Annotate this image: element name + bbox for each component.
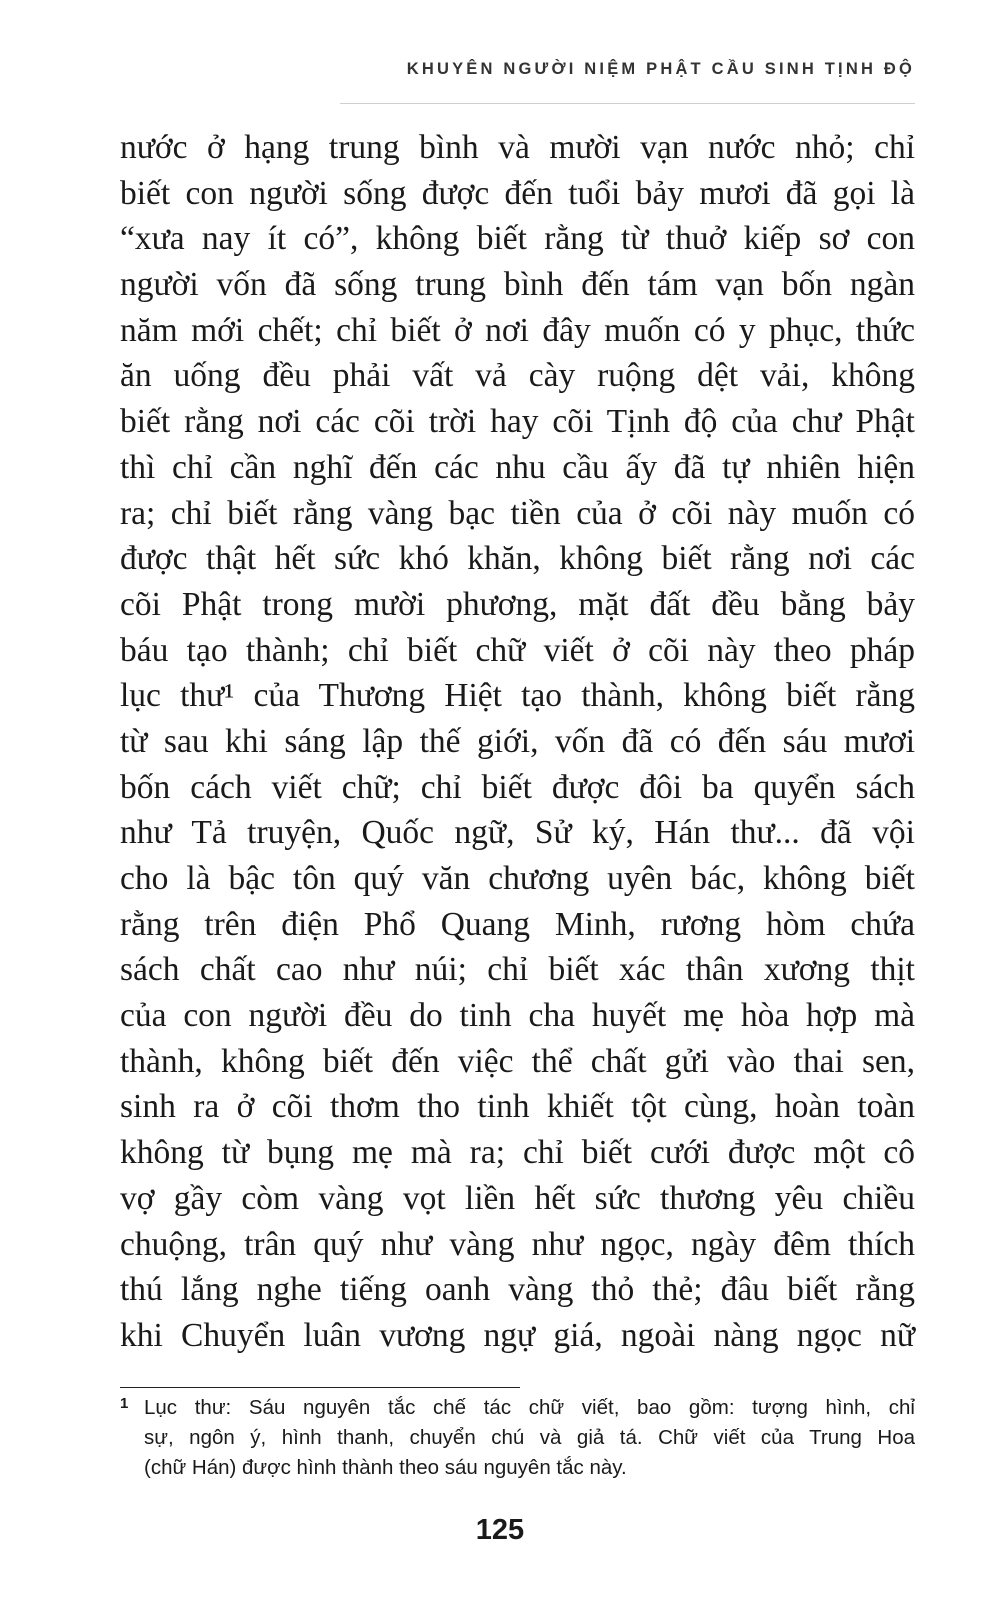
header-divider (340, 103, 915, 104)
text-line: thú lắng nghe tiếng oanh vàng thỏ thẻ; đâu biết rằng (120, 1271, 915, 1309)
text-line: biết rằng nơi các cõi trời hay cõi Tịnh độ của chư Phật (120, 403, 915, 441)
text-line: ăn uống đều phải vất vả cày ruộng dệt vải, không (120, 357, 915, 395)
text-line: của con người đều do tinh cha huyết mẹ hòa hợp mà (120, 997, 915, 1035)
text-line: lục thư¹ của Thương Hiệt tạo thành, không biết rằng (120, 677, 915, 715)
text-line: thì chỉ cần nghĩ đến các nhu cầu ấy đã tự nhiên hiện (120, 448, 915, 486)
text-line: nước ở hạng trung bình và mười vạn nước nhỏ; chỉ (120, 129, 915, 166)
text-line: báu tạo thành; chỉ biết chữ viết ở cõi này theo pháp (120, 631, 915, 669)
text-line: biết con người sống được đến tuổi bảy mươi đã gọi là (120, 174, 915, 212)
running-header: KHUYÊN NGƯỜI NIỆM PHẬT CẦU SINH TỊNH ĐỘ (406, 60, 915, 78)
text-line: sinh ra ở cõi thơm tho tinh khiết tột cùng, hoàn toàn (120, 1088, 915, 1126)
text-line: “xưa nay ít có”, không biết rằng từ thuở kiếp sơ con (120, 220, 915, 258)
footnote-marker: 1 (120, 1395, 129, 1412)
footnote-divider (120, 1387, 520, 1388)
text-line: từ sau khi sáng lập thế giới, vốn đã có đến sáu mươi (120, 722, 915, 760)
page-number: 125 (475, 1514, 525, 1546)
text-line: rằng trên điện Phổ Quang Minh, rương hòm chứa (120, 905, 915, 943)
text-line: bốn cách viết chữ; chỉ biết được đôi ba quyển sách (120, 768, 915, 806)
text-line: người vốn đã sống trung bình đến tám vạn bốn ngàn (120, 266, 915, 304)
text-line: thành, không biết đến việc thể chất gửi vào thai sen, (120, 1042, 915, 1080)
footnote (120, 1393, 915, 1483)
footnote-line: Lục thư: Sáu nguyên tắc chế tác chữ viết, bao gồm: tượng hình, chỉ (144, 1396, 915, 1419)
text-line: chuộng, trân quý như vàng như ngọc, ngày đêm thích (120, 1225, 915, 1263)
text-line: không từ bụng mẹ mà ra; chỉ biết cưới được một cô (120, 1134, 915, 1172)
text-line: như Tả truyện, Quốc ngữ, Sử ký, Hán thư... đã vội (120, 814, 915, 852)
body-text (120, 125, 915, 1359)
text-line: năm mới chết; chỉ biết ở nơi đây muốn có y phục, thức (120, 311, 915, 349)
text-line: cho là bậc tôn quý văn chương uyên bác, không biết (120, 860, 915, 897)
footnote-line: sự, ngôn ý, hình thanh, chuyển chú và giả tá. Chữ viết của Trung Hoa (144, 1426, 915, 1449)
text-line: được thật hết sức khó khăn, không biết rằng nơi các (120, 540, 915, 578)
text-line: ra; chỉ biết rằng vàng bạc tiền của ở cõi này muốn có (120, 494, 915, 532)
footnote-line: (chữ Hán) được hình thành theo sáu nguyên tắc này. (144, 1456, 627, 1479)
text-line: cõi Phật trong mười phương, mặt đất đều bằng bảy (120, 585, 915, 623)
text-line: vợ gầy còm vàng vọt liền hết sức thương yêu chiều (120, 1179, 915, 1217)
text-line: khi Chuyển luân vương ngự giá, ngoài nàng ngọc nữ (120, 1316, 915, 1354)
text-line: sách chất cao như núi; chỉ biết xác thân xương thịt (120, 951, 915, 989)
footnote-body (144, 1393, 915, 1483)
